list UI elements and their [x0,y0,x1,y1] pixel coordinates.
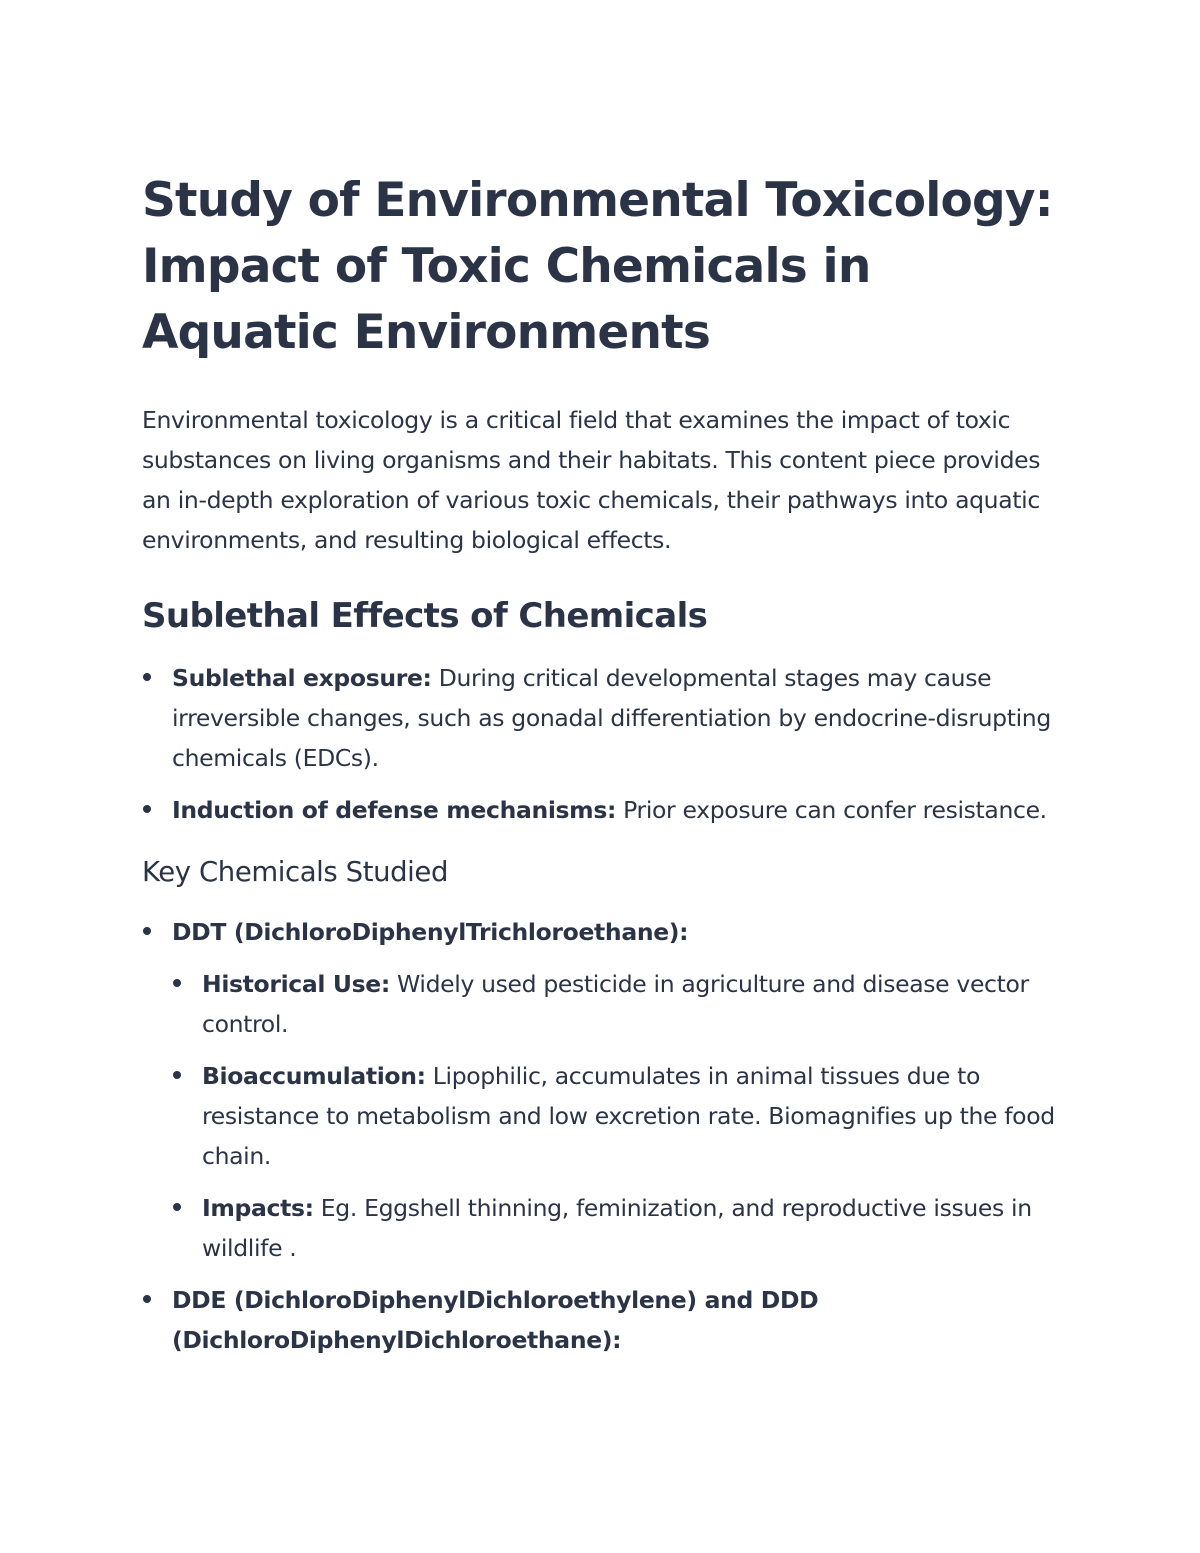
list-item [142,1280,1060,1360]
bullet-icon [143,805,151,813]
sublethal-effects-list [142,658,1060,830]
list-item-text: Prior exposure can confer resistance. [616,796,1047,824]
sub-list-item-text: Lipophilic, accumulates in animal tissues due to resistance to metabolism and low excretion rate. Biomagnifies up the food chain. [202,1062,1055,1170]
ddt-sub-list [172,964,1060,1268]
bullet-icon [173,1203,181,1211]
sub-list-item [172,1188,1060,1268]
list-item-term: Induction of defense mechanisms: [172,796,616,824]
bullet-icon [173,979,181,987]
intro-paragraph: Environmental toxicology is a critical field that examines the impact of toxic substances on living organisms and their habitats. This content piece provides an in-depth exploration of various toxic chemicals, their pathways into aquatic environments, and resulting biological effects. [142,406,1041,554]
section-heading-key-chemicals: Key Chemicals Studied [142,856,448,888]
list-item [142,790,1060,830]
sub-list-item [172,964,1060,1044]
bullet-icon [143,1295,151,1303]
sub-list-item-term: Bioaccumulation: [202,1062,426,1090]
key-chemicals-list [142,912,1060,1360]
list-item [142,658,1060,778]
sub-list-item-text: Widely used pesticide in agriculture and disease vector control. [202,970,1029,1038]
document-title: Study of Environmental Toxicology: Impact of Toxic Chemicals in Aquatic Environments [142,173,1053,360]
list-item [142,912,1060,1268]
sub-list-item-text: Eg. Eggshell thinning, feminization, and reproductive issues in wildlife . [202,1194,1032,1262]
sub-list-item-term: Historical Use: [202,970,390,998]
bullet-icon [143,673,151,681]
bullet-icon [173,1071,181,1079]
list-item-term: DDT (DichloroDiphenylTrichloroethane): [172,918,689,946]
list-item-text: During critical developmental stages may cause irreversible changes, such as gonadal differentiation by endocrine-disrupting chemicals (EDCs). [172,664,1051,772]
sub-list-item-term: Impacts: [202,1194,314,1222]
bullet-icon [143,927,151,935]
section-heading-sublethal-effects: Sublethal Effects of Chemicals [142,596,708,636]
list-item-term: DDE (DichloroDiphenylDichloroethylene) and DDD (DichloroDiphenylDichloroethane): [172,1286,819,1354]
sub-list-item [172,1056,1060,1176]
list-item-term: Sublethal exposure: [172,664,432,692]
